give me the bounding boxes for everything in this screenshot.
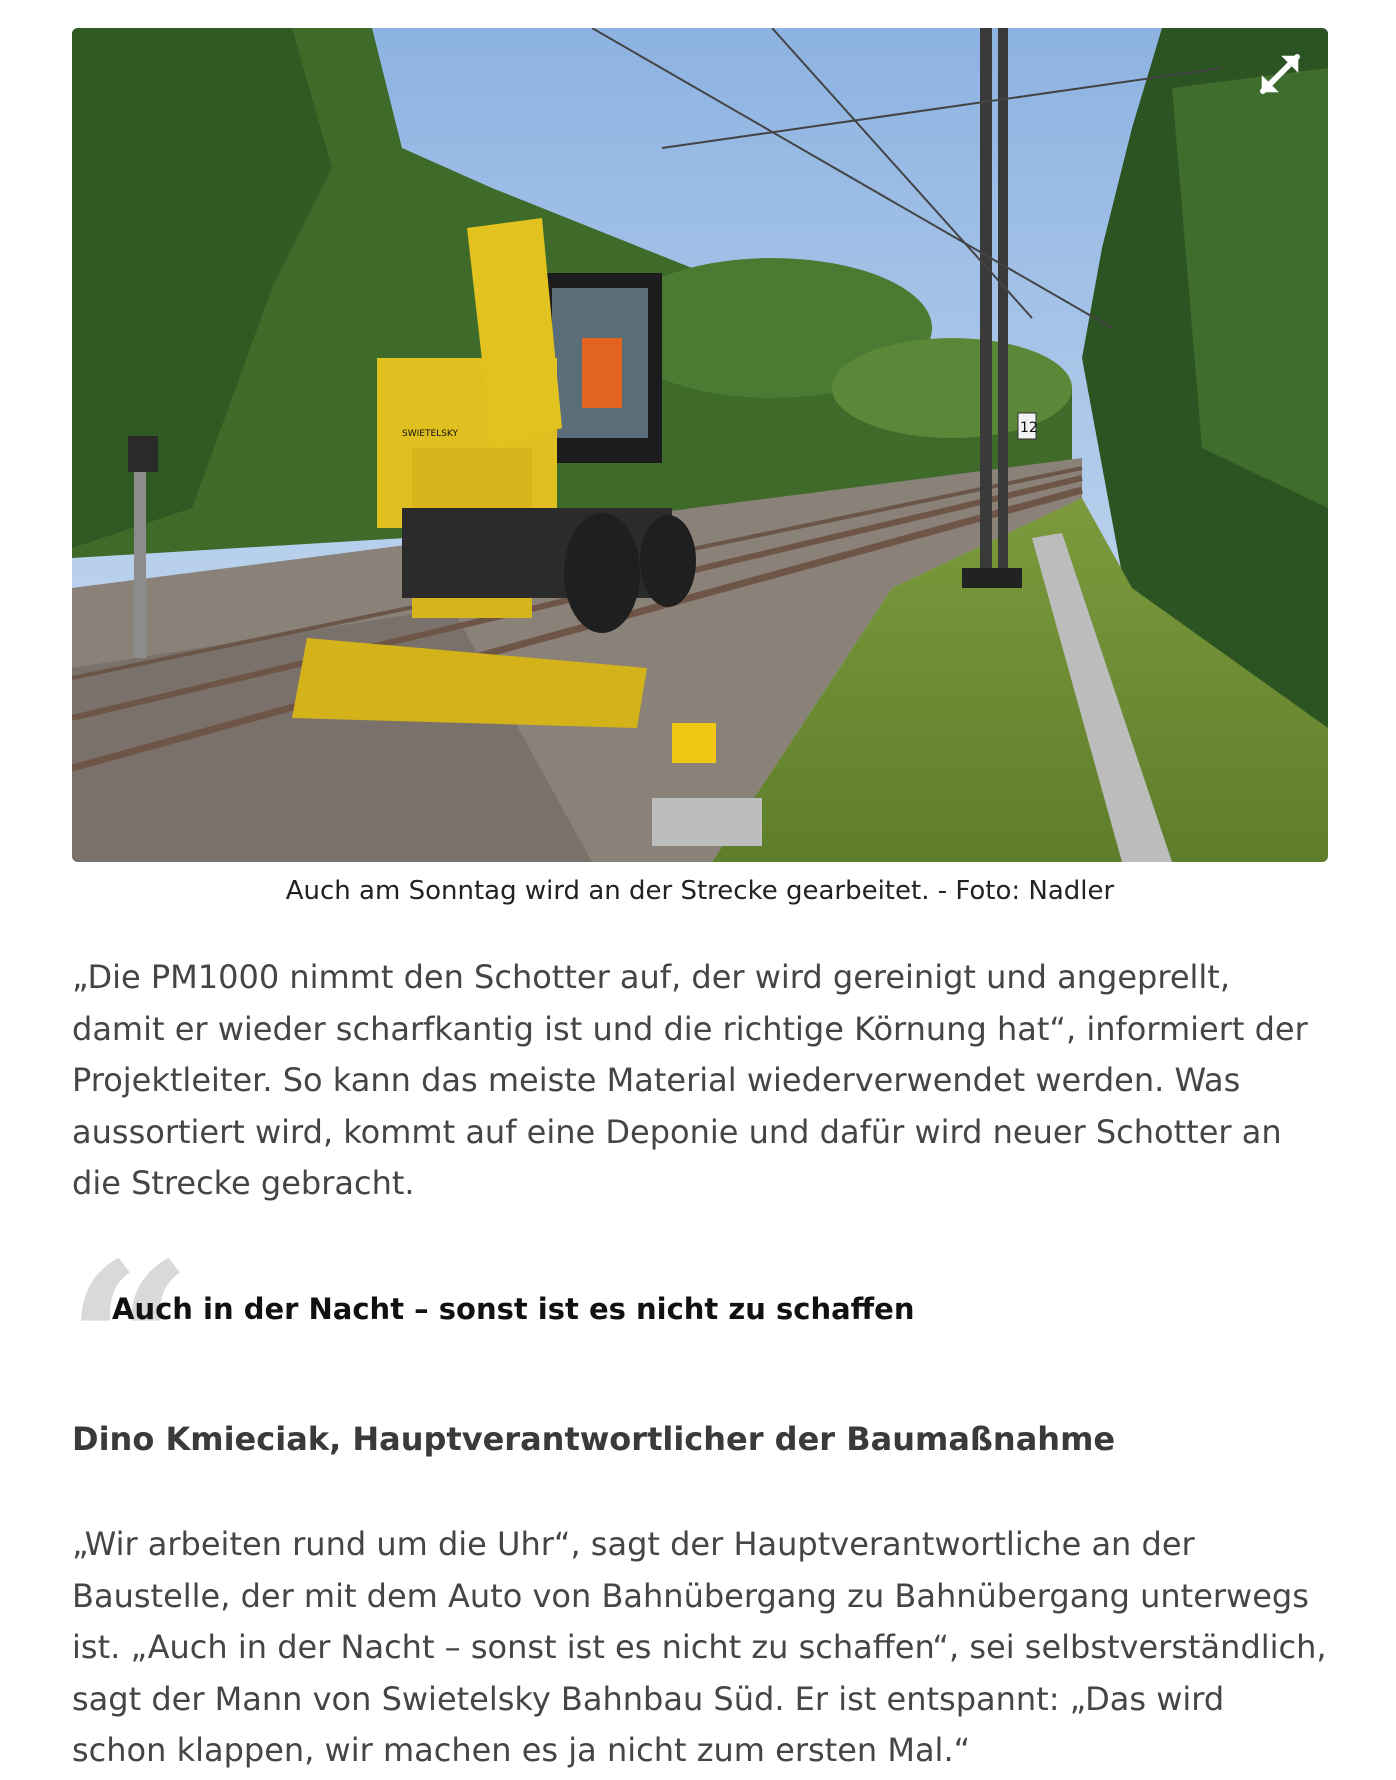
signal-number-sign: 12: [1020, 420, 1038, 436]
expand-icon: [1256, 28, 1304, 491]
article-photo[interactable]: [72, 28, 1328, 862]
quote-attribution: Dino Kmieciak, Hauptverantwortlicher der Baumaßnahme: [72, 1420, 1116, 1458]
quote-mark-icon: “: [66, 1214, 193, 1473]
excavator-brand-label: SWIETELSKY: [402, 429, 458, 439]
railway-construction-photo: [72, 28, 1328, 862]
image-caption: Auch am Sonntag wird an der Strecke gearbeitet. - Foto: Nadler: [285, 876, 1115, 906]
article-paragraph-2: „Wir arbeiten rund um die Uhr“, sagt der Hauptverantwortliche an der Baustelle, der mit dem Auto von Bahnübergang zu Bahnübergang unterwegs ist. „Auch in der Nacht – sonst ist es nicht zu schaffen“, sei selbstverständlich, sagt der Mann von Swietelsky Bahnbau Süd. Er ist entspannt: „Das wird schon klappen, wir machen es ja nicht zum ersten Mal.“: [72, 1525, 1327, 1769]
article-paragraph-1: „Die PM1000 nimmt den Schotter auf, der wird gereinigt und angeprellt, damit er wieder scharfkantig ist und die richtige Körnung hat“, informiert der Projektleiter. So kann das meiste Material wiederverwendet werden. Was aussortiert wird, kommt auf eine Deponie und dafür wird neuer Schotter an die Strecke gebracht.: [72, 958, 1308, 1202]
quote-text: Auch in der Nacht – sonst ist es nicht zu schaffen: [112, 1292, 915, 1326]
expand-image-button[interactable]: [1256, 50, 1304, 98]
